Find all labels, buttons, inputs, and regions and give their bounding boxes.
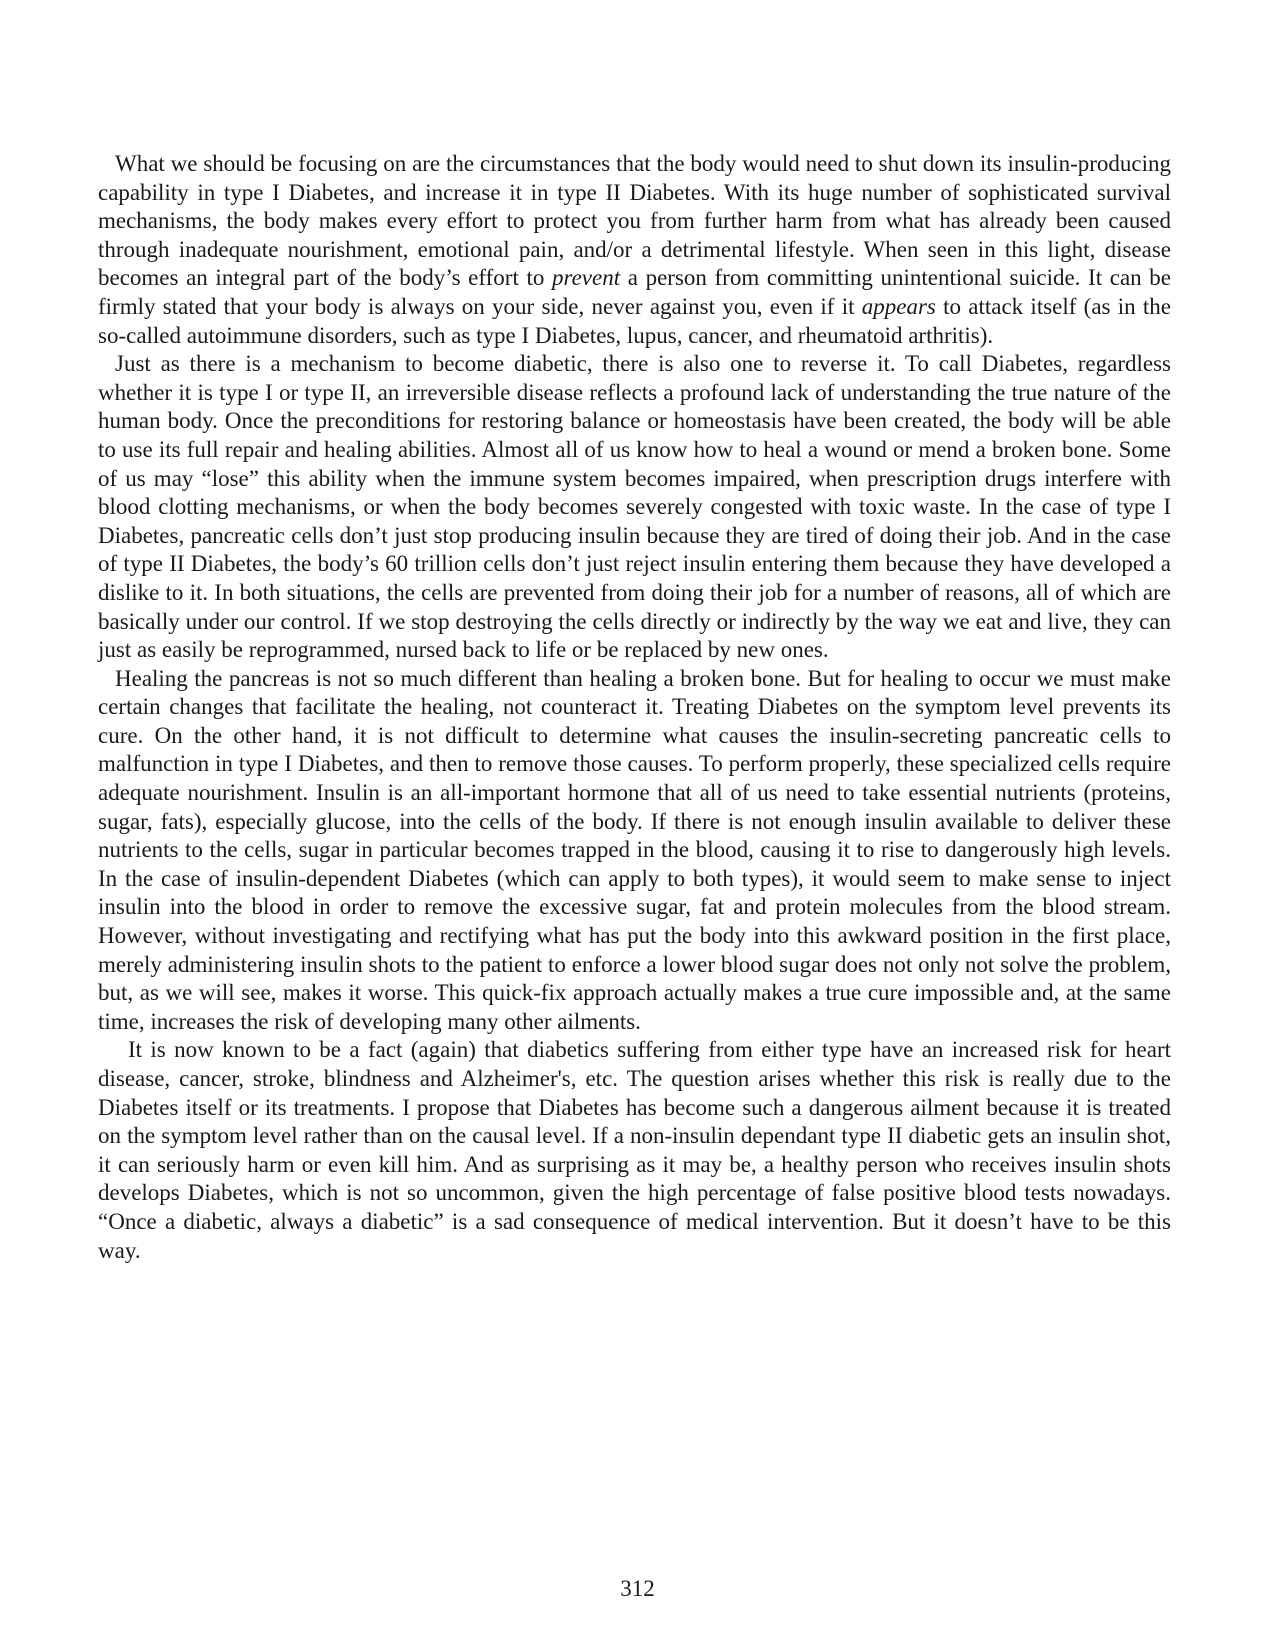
emphasis-appears: appears xyxy=(861,293,936,319)
paragraph-1 xyxy=(98,150,1171,350)
paragraph-2: Just as there is a mechanism to become diabetic, there is also one to reverse it. To call Diabetes, regardless whether it is type I or type II, an irreversible disease reflects a profound lack of understanding the true nature of the human body. Once the preconditions for restoring balance or homeostasis have been created, the body will be able to use its full repair and healing abilities. Almost all of us know how to heal a wound or mend a broken bone. Some of us may “lose” this ability when the immune system becomes impaired, when prescription drugs interfere with blood clotting mechanisms, or when the body becomes severely congested with toxic waste. In the case of type I Diabetes, pancreatic cells don’t just stop producing insulin because they are tired of doing their job. And in the case of type II Diabetes, the body’s 60 trillion cells don’t just reject insulin entering them because they have developed a dislike to it. In both situations, the cells are prevented from doing their job for a number of reasons, all of which are basically under our control. If we stop destroying the cells directly or indirectly by the way we eat and live, they can just as easily be reprogrammed, nursed back to life or be replaced by new ones. xyxy=(98,351,1171,663)
body-text xyxy=(98,150,1171,1265)
paragraph-3: Healing the pancreas is not so much different than healing a broken bone. But for healing to occur we must make certain changes that facilitate the healing, not counteract it. Treating Diabetes on the symptom level prevents its cure. On the other hand, it is not difficult to determine what causes the insulin-secreting pancreatic cells to malfunction in type I Diabetes, and then to remove those causes. To perform properly, these specialized cells require adequate nourishment. Insulin is an all-important hormone that all of us need to take essential nutrients (proteins, sugar, fats), especially glucose, into the cells of the body. If there is not enough insulin available to deliver these nutrients to the cells, sugar in particular becomes trapped in the blood, causing it to rise to dangerously high levels. In the case of insulin-dependent Diabetes (which can apply to both types), it would seem to make sense to inject insulin into the blood in order to remove the excessive sugar, fat and protein molecules from the blood stream. However, without investigating and rectifying what has put the body into this awkward position in the first place, merely administering insulin shots to the patient to enforce a lower blood sugar does not only not solve the problem, but, as we will see, makes it worse. This quick-fix approach actually makes a true cure impossible and, at the same time, increases the risk of developing many other ailments. xyxy=(98,665,1171,1034)
emphasis-prevent: prevent xyxy=(551,265,621,291)
paragraph-4: It is now known to be a fact (again) that diabetics suffering from either type have an increased risk for heart disease, cancer, stroke, blindness and Alzheimer's, etc. The question arises whether this risk is really due to the Diabetes itself or its treatments. I propose that Diabetes has become such a dangerous ailment because it is treated on the symptom level rather than on the causal level. If a non-insulin dependant type II diabetic gets an insulin shot, it can seriously harm or even kill him. And as surprising as it may be, a healthy person who receives insulin shots develops Diabetes, which is not so uncommon, given the high percentage of false positive blood tests nowadays. “Once a diabetic, always a diabetic” is a sad consequence of medical intervention. But it doesn’t have to be this way. xyxy=(98,1037,1171,1263)
paragraph-1-part-1: What we should be focusing on are the circumstances that the body would need to shut down its insulin-producing capability in type I Diabetes, and increase it in type II Diabetes. With its huge number of sophisticated survival mechanisms, the body makes every effort to protect you from further harm from what has already been caused through inadequate nourishment, emotional pain, and/or a detrimental lifestyle. When seen in this light, disease becomes an integral part of the body’s effort to xyxy=(98,151,1171,291)
page-number: 312 xyxy=(620,1576,655,1601)
paragraph-1-part-3: to attack itself (as in the so-called autoimmune disorders, such as type I Diabetes, lupus, cancer, and rheumatoid arthritis). xyxy=(98,293,1171,348)
paragraph-1-part-2: a person from committing unintentional suicide. It can be firmly stated that your body is always on your side, never against you, even if it xyxy=(98,265,1171,319)
